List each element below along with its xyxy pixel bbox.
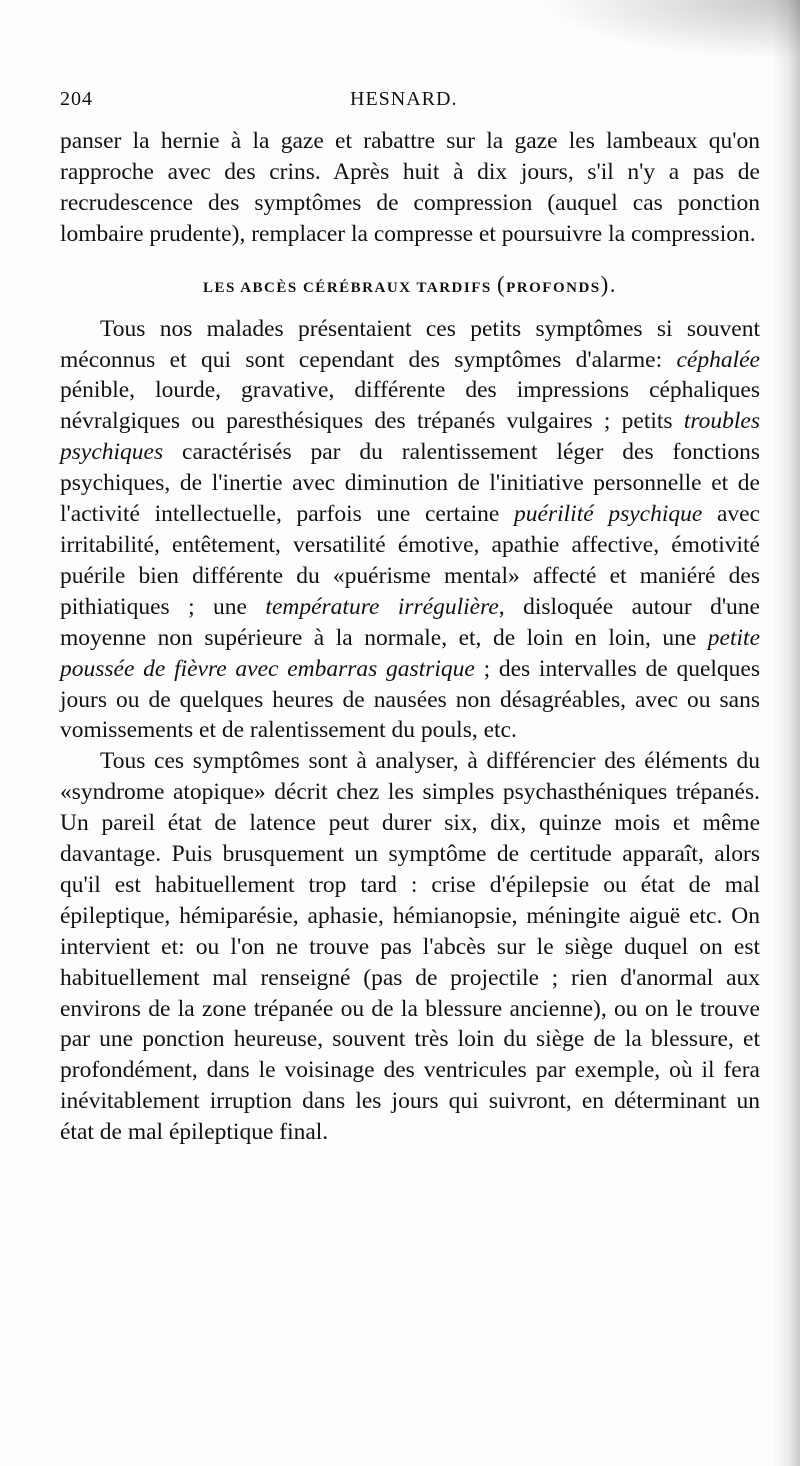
text-run: pénible, lourde, gravative, différente des impressions céphaliques névralgiques ou paresthésiques des trépanés vulgaires ; petits <box>60 377 760 435</box>
page-number: 204 <box>60 88 93 110</box>
italic-term: petite poussée de fièvre avec embarras gastrique <box>60 624 760 682</box>
section-heading-parenthetical: PROFONDS <box>506 279 601 296</box>
section-heading-paren-close: ). <box>600 271 618 297</box>
italic-term: puérilité psychique <box>514 501 703 528</box>
paragraph-symptoms <box>60 314 760 747</box>
italic-term: température irrégulière <box>265 593 499 620</box>
text-run: , disloquée autour d'une moyenne non supérieure à la normale, et, de loin en loin, une <box>60 593 760 651</box>
paragraph-diagnosis: Tous ces symptômes sont à analyser, à différencier des éléments du «syndrome atopique» décrit chez les simples psychasthéniques trépanés. Un pareil état de latence peut durer six, dix, quinze mois et même davantage. Puis brusquement un symptôme de certitude apparaît, alors qu'il est habituellement trop tard : crise d'épilepsie ou état de mal épileptique, hémiparésie, aphasie, hémianopsie, méningite aiguë etc. On intervient et: ou l'on ne trouve pas l'abcès sur le siège duquel on est habituellement mal renseigné (pas de projectile ; rien d'anormal aux environs de la zone trépanée ou de la blessure ancienne), ou on le trouve par une ponction heureuse, souvent très loin du siège de la blessure, et profondément, dans le voisinage des ventricules par exemple, où il fera inévitablement irruption dans les jours qui suivront, en déterminant un état de mal épileptique final. <box>60 748 760 1146</box>
scan-page-edge <box>772 0 800 1466</box>
body-text <box>60 126 760 1148</box>
section-heading-paren-open: ( <box>496 271 507 297</box>
italic-term: troubles psychiques <box>60 408 760 466</box>
text-run: avec irritabilité, entêtement, versatilité émotive, apathie affective, émotivité puérile bien différente du «puérisme mental» affecté et maniéré des pithiatiques ; une <box>60 501 761 620</box>
paragraph-continuation: panser la hernie à la gaze et rabattre sur la gaze les lambeaux qu'on rapproche avec des crins. Après huit à dix jours, s'il n'y a pas de recrudescence des symptômes de compression (auquel cas ponction lombaire prudente), remplacer la compresse et poursuivre la compression. <box>60 128 760 247</box>
running-head <box>60 88 760 118</box>
running-title: HESNARD. <box>350 88 458 110</box>
section-heading-main: LES ABCÈS CÉRÉBRAUX TARDIFS <box>202 279 492 296</box>
section-heading <box>60 271 760 299</box>
text-run: Tous nos malades présentaient ces petits symptômes si souvent méconnus et qui sont cependant des symptômes d'alarme: <box>60 315 760 373</box>
scan-corner-shadow <box>540 0 800 60</box>
text-run: ; des intervalles de quelques jours ou de quelques heures de nausées non désagréables, avec ou sans vomissements et de ralentissement du pouls, etc. <box>60 655 760 744</box>
text-run: caractérisés par du ralentissement léger des fonctions psychiques, de l'inertie avec diminution de l'initiative personnelle et de l'activité intellectuelle, parfois une certaine <box>60 439 760 528</box>
italic-term: céphalée <box>676 346 760 373</box>
